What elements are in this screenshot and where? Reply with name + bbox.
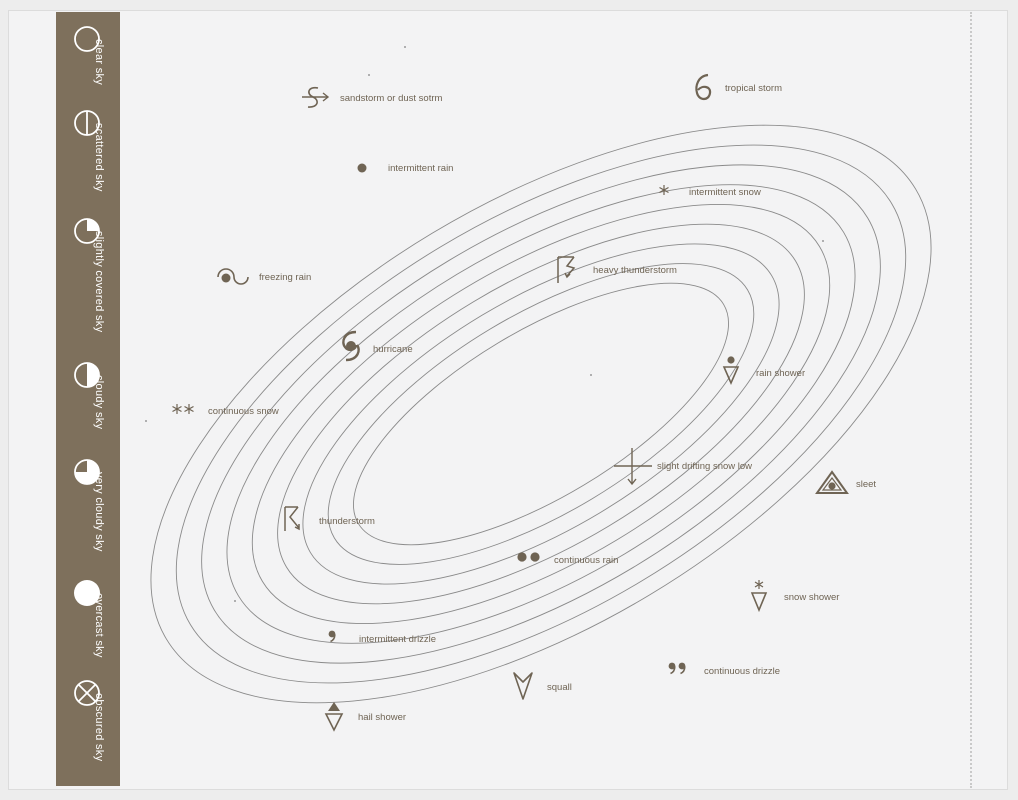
sky-label: slightly covered sky [93,231,105,333]
sky-item-clear [56,39,120,86]
sky-label: obscured sky [93,693,105,762]
scan-speck [368,74,370,76]
sky-item-very-cloudy [56,472,120,552]
hail-shower-icon [323,699,345,733]
weather-label: squall [547,682,572,693]
heavy-thunderstorm-icon [554,254,580,286]
thunderstorm-icon [281,504,307,534]
intermittent-rain-icon [354,160,370,176]
scan-speck [145,420,147,422]
weather-label: rain shower [756,368,806,379]
intermittent-snow-icon [656,182,672,198]
weather-label: continuous drizzle [704,666,781,677]
continuous-snow-icon [170,401,196,417]
sky-label: very cloudy sky [93,472,105,552]
sky-item-obscured [56,693,120,762]
weather-label: continuous rain [554,555,619,566]
weather-label: hurricane [373,344,413,355]
weather-label: tropical storm [725,83,783,94]
weather-label: intermittent snow [689,187,761,198]
orbit-ring [58,8,1018,800]
sandstorm-icon [298,84,332,112]
weather-label: continuous snow [208,406,279,417]
weather-label: sandstorm or dust sotrm [340,93,443,104]
sky-label: scattered sky [93,123,105,192]
scan-speck [590,374,592,376]
scan-speck [822,240,824,242]
weather-label: intermittent rain [388,163,454,174]
weather-label: snow shower [784,592,840,603]
orbit-ring [187,121,896,708]
drifting-snow-icon [612,446,654,488]
sky-label: clear sky [93,39,105,86]
scan-speck [404,46,406,48]
tropical-storm-icon [690,72,716,106]
scan-speck [234,600,236,602]
sky-label: overcast sky [93,593,105,658]
sky-item-scattered [56,123,120,192]
continuous-rain-icon [514,549,544,565]
weather-label: heavy thunderstorm [593,265,677,276]
intermittent-drizzle-icon [326,628,338,644]
snow-shower-icon [748,578,770,614]
hurricane-icon [336,328,366,364]
sky-item-cloudy [56,375,120,430]
freezing-rain-icon [214,266,254,288]
orbit-ring [316,233,767,595]
sleet-icon [815,470,849,496]
weather-label: sleet [856,479,877,490]
weather-label: hail shower [358,712,407,723]
sky-item-overcast [56,593,120,658]
weather-label: freezing rain [259,272,312,283]
rain-shower-icon [720,353,742,387]
squall-icon [511,670,535,702]
weather-label: intermittent drizzle [359,634,437,645]
weather-label: slight drifting snow low [657,461,753,472]
weather-label: thunderstorm [319,516,375,527]
continuous-drizzle-icon [666,660,690,676]
sky-item-slightly-covered [56,231,120,333]
sky-condition-strip [56,12,120,786]
sky-label: cloudy sky [93,375,105,430]
